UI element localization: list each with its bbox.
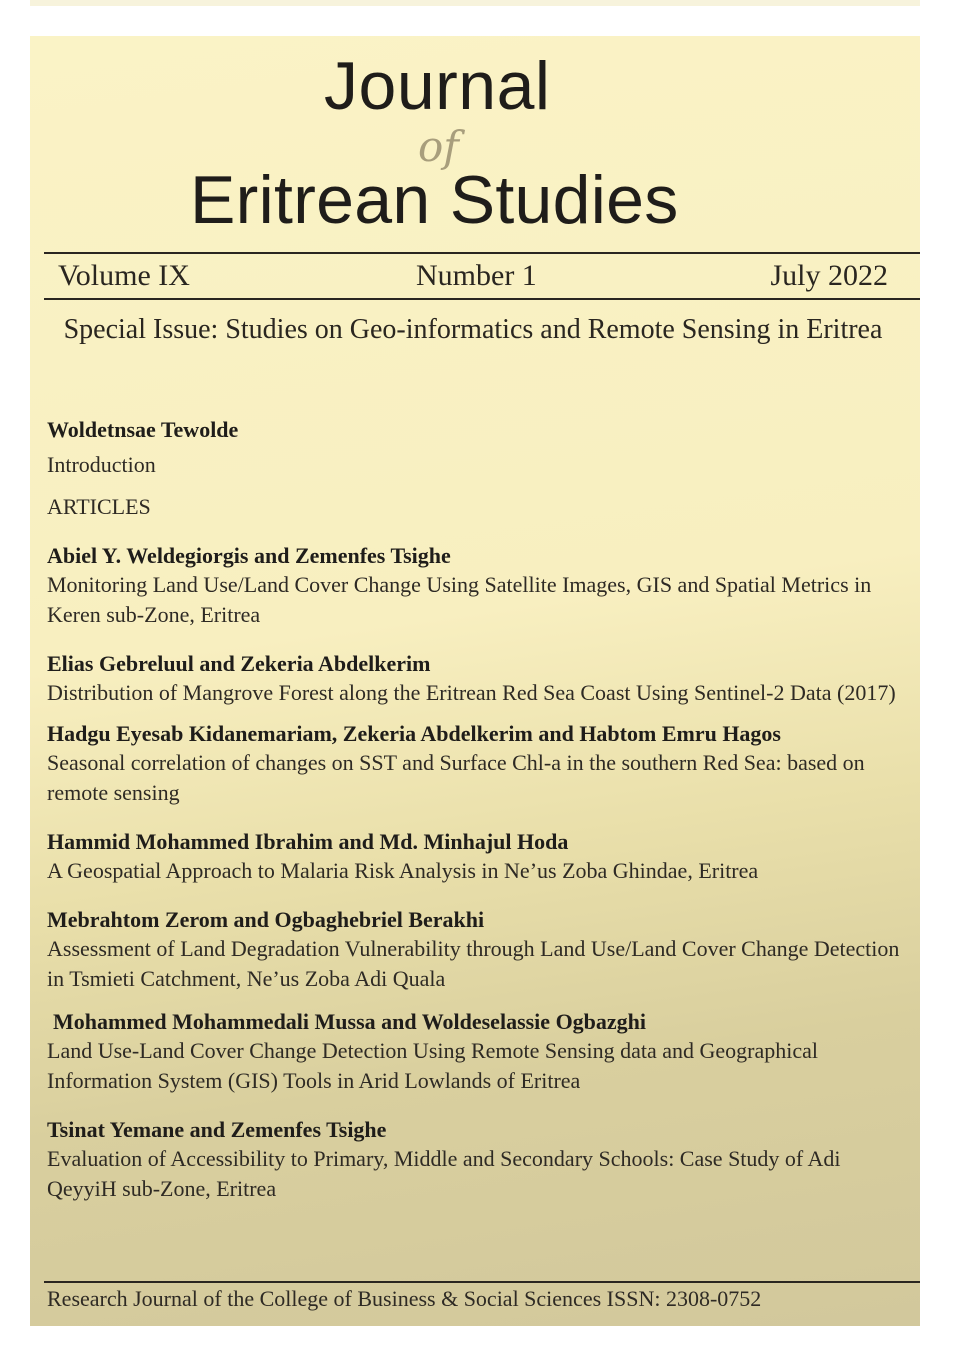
- journal-title-of: of: [418, 122, 459, 171]
- top-strip: [30, 0, 920, 6]
- intro-entry: [47, 416, 907, 480]
- issue-volume: Volume IX: [58, 259, 190, 292]
- issue-info-row: [58, 258, 888, 294]
- article-authors: Hadgu Eyesab Kidanemariam, Zekeria Abdelkerim and Habtom Emru Hagos: [47, 721, 781, 746]
- article-title: Assessment of Land Degradation Vulnerability through Land Use/Land Cover Change Detection in Tsmieti Catchment, Ne’us Zoba Adi Quala: [47, 936, 900, 991]
- journal-title-line1: Journal: [324, 48, 551, 124]
- article-entry: [47, 720, 907, 808]
- article-authors: Mebrahtom Zerom and Ogbaghebriel Berakhi: [47, 907, 485, 932]
- article-authors: Abiel Y. Weldegiorgis and Zemenfes Tsighe: [47, 543, 451, 568]
- journal-cover: [30, 36, 920, 1326]
- article-authors: Hammid Mohammed Ibrahim and Md. Minhajul Hoda: [47, 829, 569, 854]
- article-title: Evaluation of Accessibility to Primary, Middle and Secondary Schools: Case Study of Adi QeyyiH sub-Zone, Eritrea: [47, 1146, 841, 1201]
- special-issue-title: Special Issue: Studies on Geo-informatics and Remote Sensing in Eritrea: [63, 314, 883, 345]
- article-title: Monitoring Land Use/Land Cover Change Using Satellite Images, GIS and Spatial Metrics in Keren sub-Zone, Eritrea: [47, 572, 872, 627]
- article-authors: Mohammed Mohammedali Mussa and Woldeselassie Ogbazghi: [53, 1009, 647, 1034]
- article-entry: [47, 650, 907, 708]
- issue-number: Number 1: [416, 259, 537, 292]
- article-entry: [47, 542, 907, 630]
- footer-text: Research Journal of the College of Business & Social Sciences ISSN: 2308-0752: [47, 1286, 762, 1311]
- divider-top: [44, 252, 920, 254]
- article-entry: [47, 828, 907, 886]
- issue-date: July 2022: [770, 259, 888, 292]
- article-title: Land Use-Land Cover Change Detection Using Remote Sensing data and Geographical Information System (GIS) Tools in Arid Lowlands of Eritrea: [47, 1038, 818, 1093]
- articles-heading: ARTICLES: [47, 494, 151, 519]
- journal-title-line2: Eritrean Studies: [190, 162, 679, 238]
- article-entry: [47, 906, 907, 994]
- intro-title: Introduction: [47, 452, 156, 477]
- table-of-contents: [47, 416, 907, 1204]
- article-entry: [47, 1116, 907, 1204]
- article-title: Seasonal correlation of changes on SST and Surface Chl-a in the southern Red Sea: based on remote sensing: [47, 750, 865, 805]
- article-title: Distribution of Mangrove Forest along the Eritrean Red Sea Coast Using Sentinel-2 Data (2017): [47, 680, 896, 705]
- article-title: A Geospatial Approach to Malaria Risk Analysis in Ne’us Zoba Ghindae, Eritrea: [47, 858, 759, 883]
- intro-author: Woldetnsae Tewolde: [47, 417, 239, 442]
- article-authors: Elias Gebreluul and Zekeria Abdelkerim: [47, 651, 431, 676]
- article-authors: Tsinat Yemane and Zemenfes Tsighe: [47, 1117, 387, 1142]
- divider-issue: [44, 298, 920, 300]
- article-entry: [47, 1008, 907, 1096]
